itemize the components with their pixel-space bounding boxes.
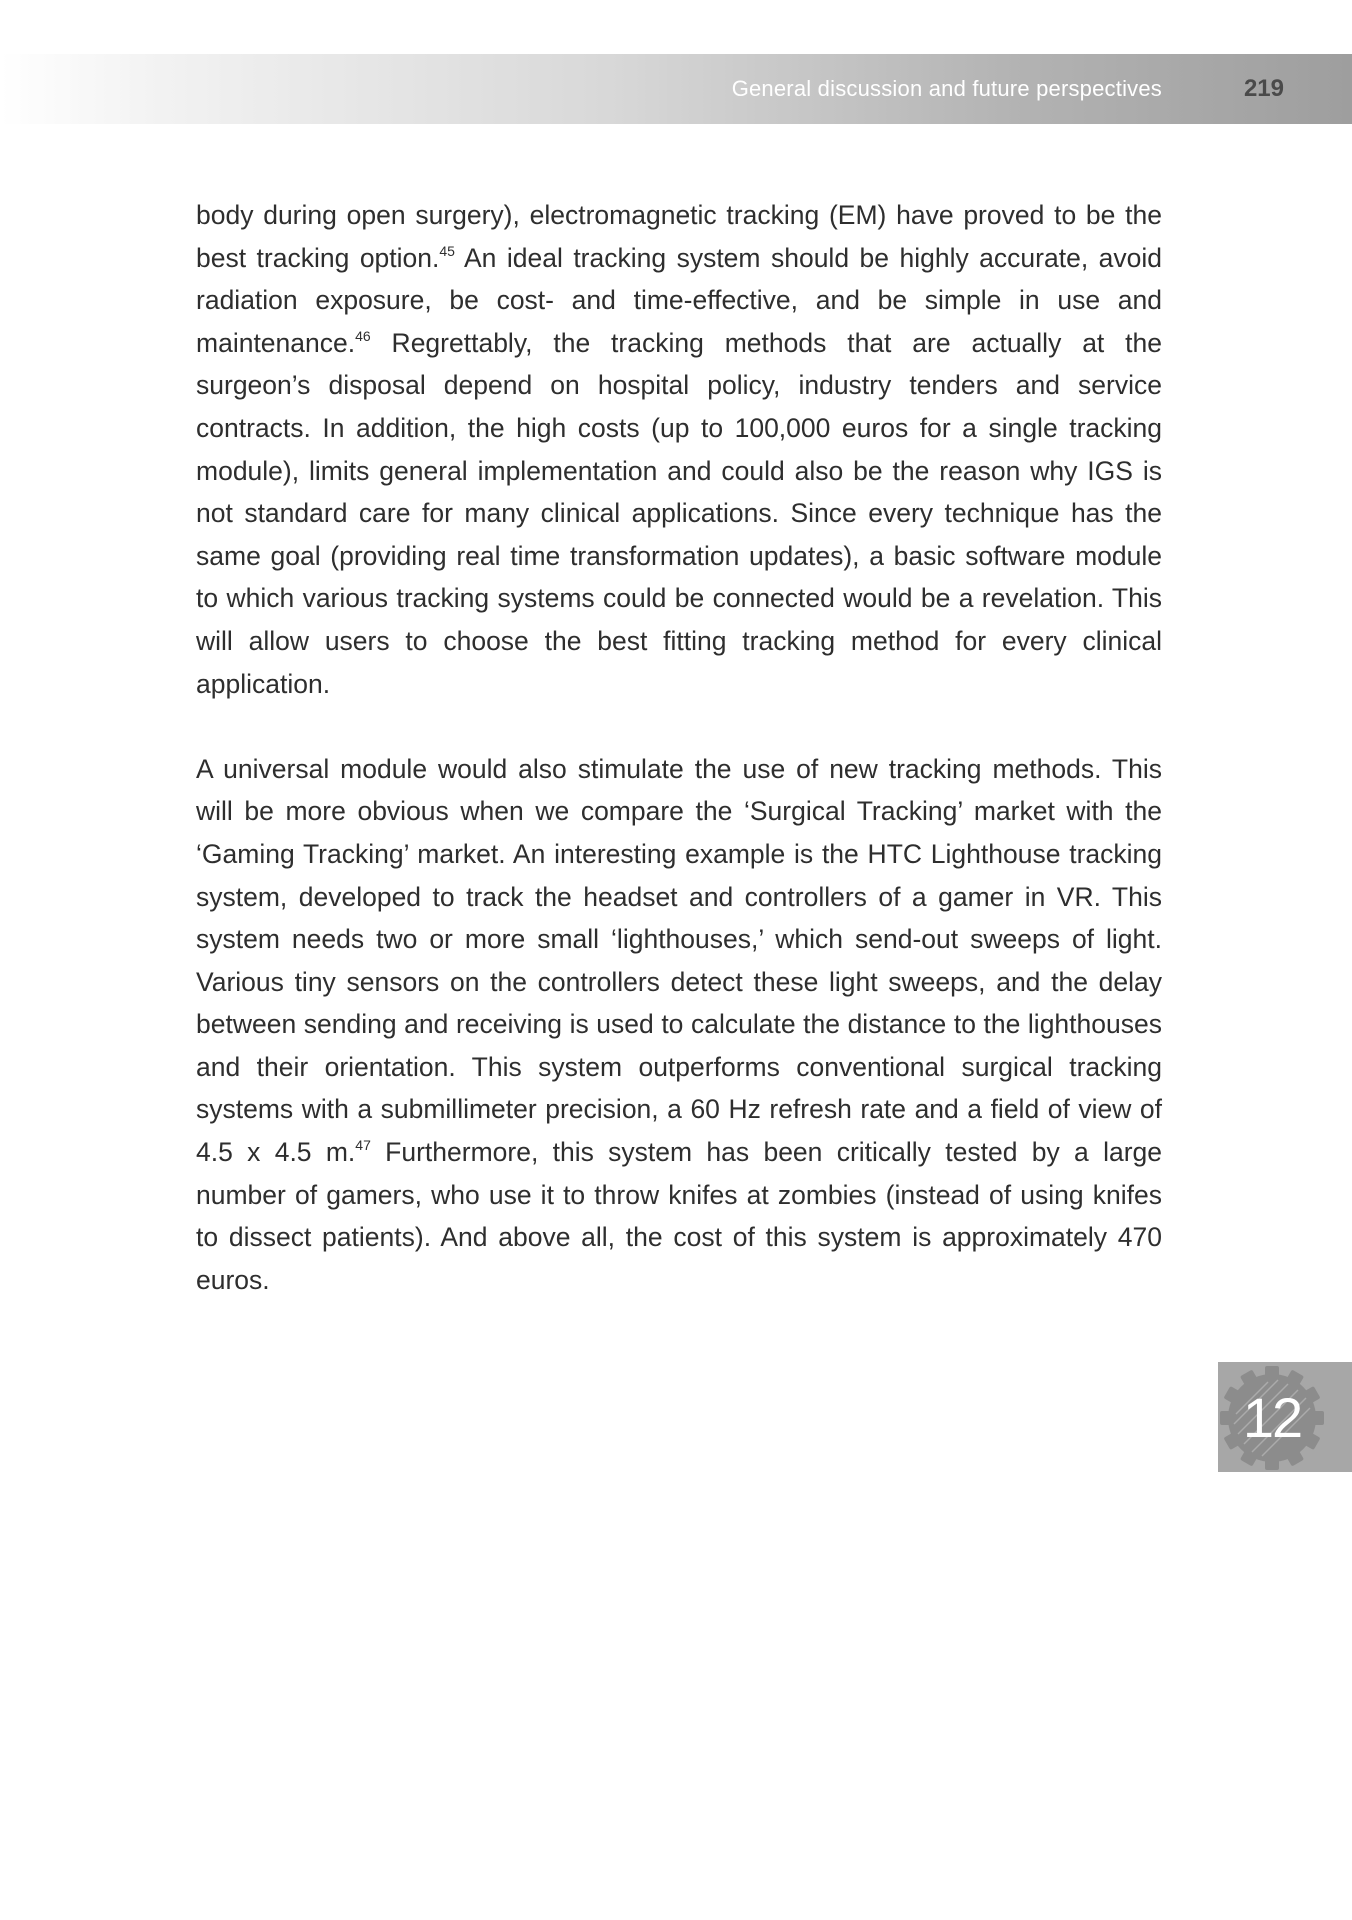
citation-superscript: 46: [355, 327, 371, 344]
text-run: An ideal tracking system should be highly accurate, avoid radiation exposure, be cost- and time-effective, and be simple in use and maintenance.: [196, 242, 1163, 358]
citation-superscript: 47: [355, 1137, 371, 1154]
chapter-number: 12: [1242, 1386, 1302, 1449]
citation-superscript: 45: [439, 242, 455, 259]
body-text: [196, 194, 1162, 1301]
text-run: body during open surgery), electromagnetic tracking (EM) have proved to be the best tracking option.: [196, 200, 1162, 273]
text-run: Furthermore, this system has been critically tested by a large number of gamers, who use it to throw knifes at zombies (instead of using knifes to dissect patients). And above all, the cost of this system is approximately 470 euros.: [196, 1137, 1163, 1295]
page-number: 219: [1243, 75, 1284, 102]
chapter-tab: [1218, 1362, 1352, 1472]
text-run: Regrettably, the tracking methods that are actually at the surgeon’s disposal depend on hospital policy, industry tenders and service contracts. In addition, the high costs (up to 100,000 euros for a single tracking module), limits general implementation and could also be the reason why IGS is not standard care for many clinical applications. Since every technique has the same goal (providing real time transformation updates), a basic software module to which various tracking systems could be connected would be a revelation. This will allow users to choose the best fitting tracking method for every clinical application.: [196, 327, 1162, 699]
paragraph: [196, 748, 1162, 1302]
text-run: A universal module would also stimulate the use of new tracking methods. This will be more obvious when we compare the ‘Surgical Tracking’ market with the ‘Gaming Tracking’ market. An interesting example is the HTC Lighthouse tracking system, developed to track the headset and controllers of a gamer in VR. This system needs two or more small ‘lighthouses,’ which send-out sweeps of light. Various tiny sensors on the controllers detect these light sweeps, and the delay between sending and receiving is used to calculate the distance to the lighthouses and their orientation. This system outperforms conventional surgical tracking systems with a submillimeter precision, a 60 Hz refresh rate and a field of view of 4.5 x 4.5 m.: [196, 753, 1162, 1168]
paragraph: [196, 194, 1162, 705]
running-title: General discussion and future perspectives: [731, 76, 1162, 101]
running-header: [0, 54, 1352, 124]
